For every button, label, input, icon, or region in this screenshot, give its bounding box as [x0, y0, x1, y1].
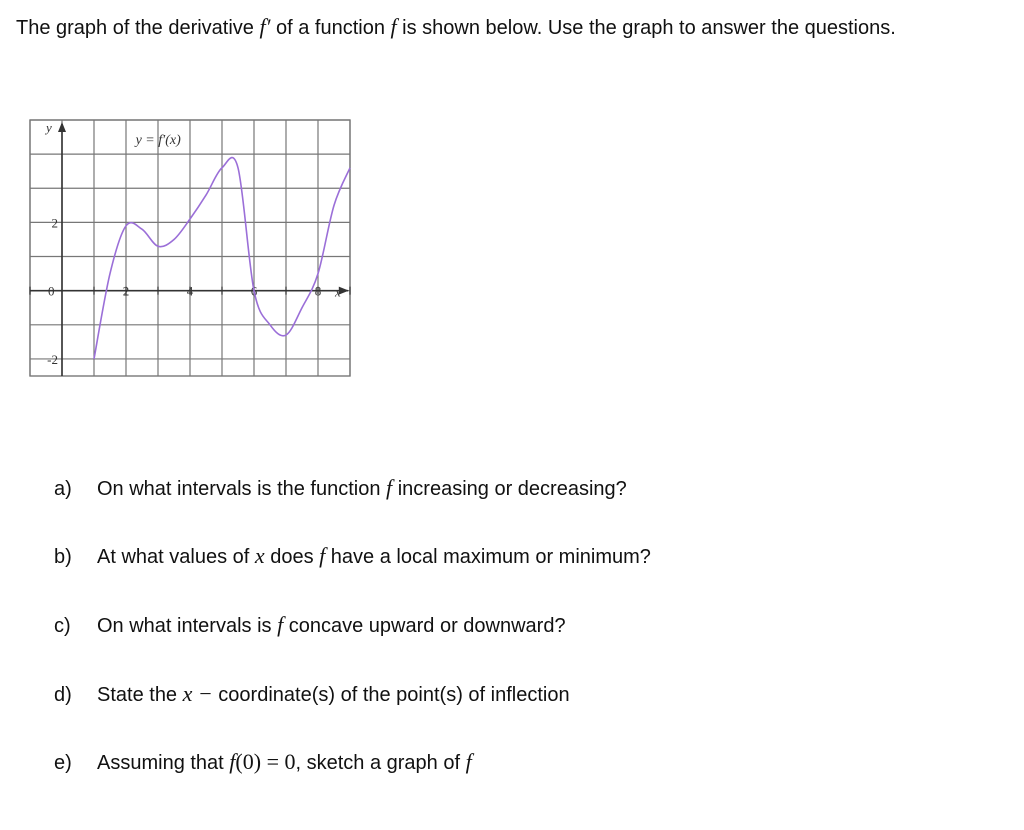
question-d [54, 680, 570, 709]
question-text: Assuming that [97, 752, 230, 774]
question-e [54, 748, 472, 777]
question-text: On what intervals is the function [97, 478, 387, 500]
question-text: , sketch a graph of [295, 752, 466, 774]
y-tick-label: 2 [51, 215, 58, 231]
x-tick-label: 8 [314, 283, 322, 299]
question-c [54, 611, 566, 640]
question-a [54, 474, 627, 503]
y-axis-label: y [46, 120, 52, 135]
x-symbol: x [254, 543, 265, 568]
f-symbol: f [386, 475, 393, 500]
grid [30, 120, 350, 376]
f-symbol: f [319, 543, 326, 568]
question-text: coordinate(s) of the point(s) of inflection [212, 684, 570, 706]
f-symbol: f [465, 749, 472, 774]
intro-text-3: is shown below. Use the graph to answer the questions. [396, 17, 896, 39]
curve-label: y = f′(x) [135, 132, 181, 148]
x-tick-label-origin: 0 [48, 283, 55, 299]
question-b [54, 542, 651, 571]
question-text: have a local maximum or minimum? [325, 546, 651, 568]
question-text: On what intervals is [97, 615, 278, 637]
intro-text-2: of a function [270, 17, 391, 39]
x-tick-label: 6 [250, 283, 258, 299]
x-minus-symbol: x − [182, 681, 213, 706]
question-text: concave upward or downward? [283, 615, 566, 637]
question-label: a) [54, 478, 72, 500]
y-axis-arrow [58, 122, 66, 132]
f-prime-symbol: f′ [259, 14, 271, 39]
question-text: does [264, 546, 320, 568]
derivative-graph [28, 118, 352, 378]
f-symbol: f [390, 14, 397, 39]
question-label: c) [54, 615, 71, 637]
x-tick-label: 2 [122, 283, 130, 299]
tick-labels [44, 120, 341, 367]
question-text: increasing or decreasing? [392, 478, 627, 500]
question-text: State the [97, 684, 183, 706]
question-label: e) [54, 752, 72, 774]
f-of-zero: (0) = 0 [235, 749, 296, 774]
question-label: d) [54, 684, 72, 706]
x-tick-label: 4 [186, 283, 194, 299]
f-symbol: f [229, 749, 236, 774]
problem-statement [16, 10, 976, 45]
x-axis-label: x [335, 284, 341, 300]
question-label: b) [54, 546, 72, 568]
y-tick-label: -2 [47, 351, 58, 367]
intro-text-1: The graph of the derivative [16, 17, 260, 39]
question-text: At what values of [97, 546, 255, 568]
f-symbol: f [277, 612, 284, 637]
